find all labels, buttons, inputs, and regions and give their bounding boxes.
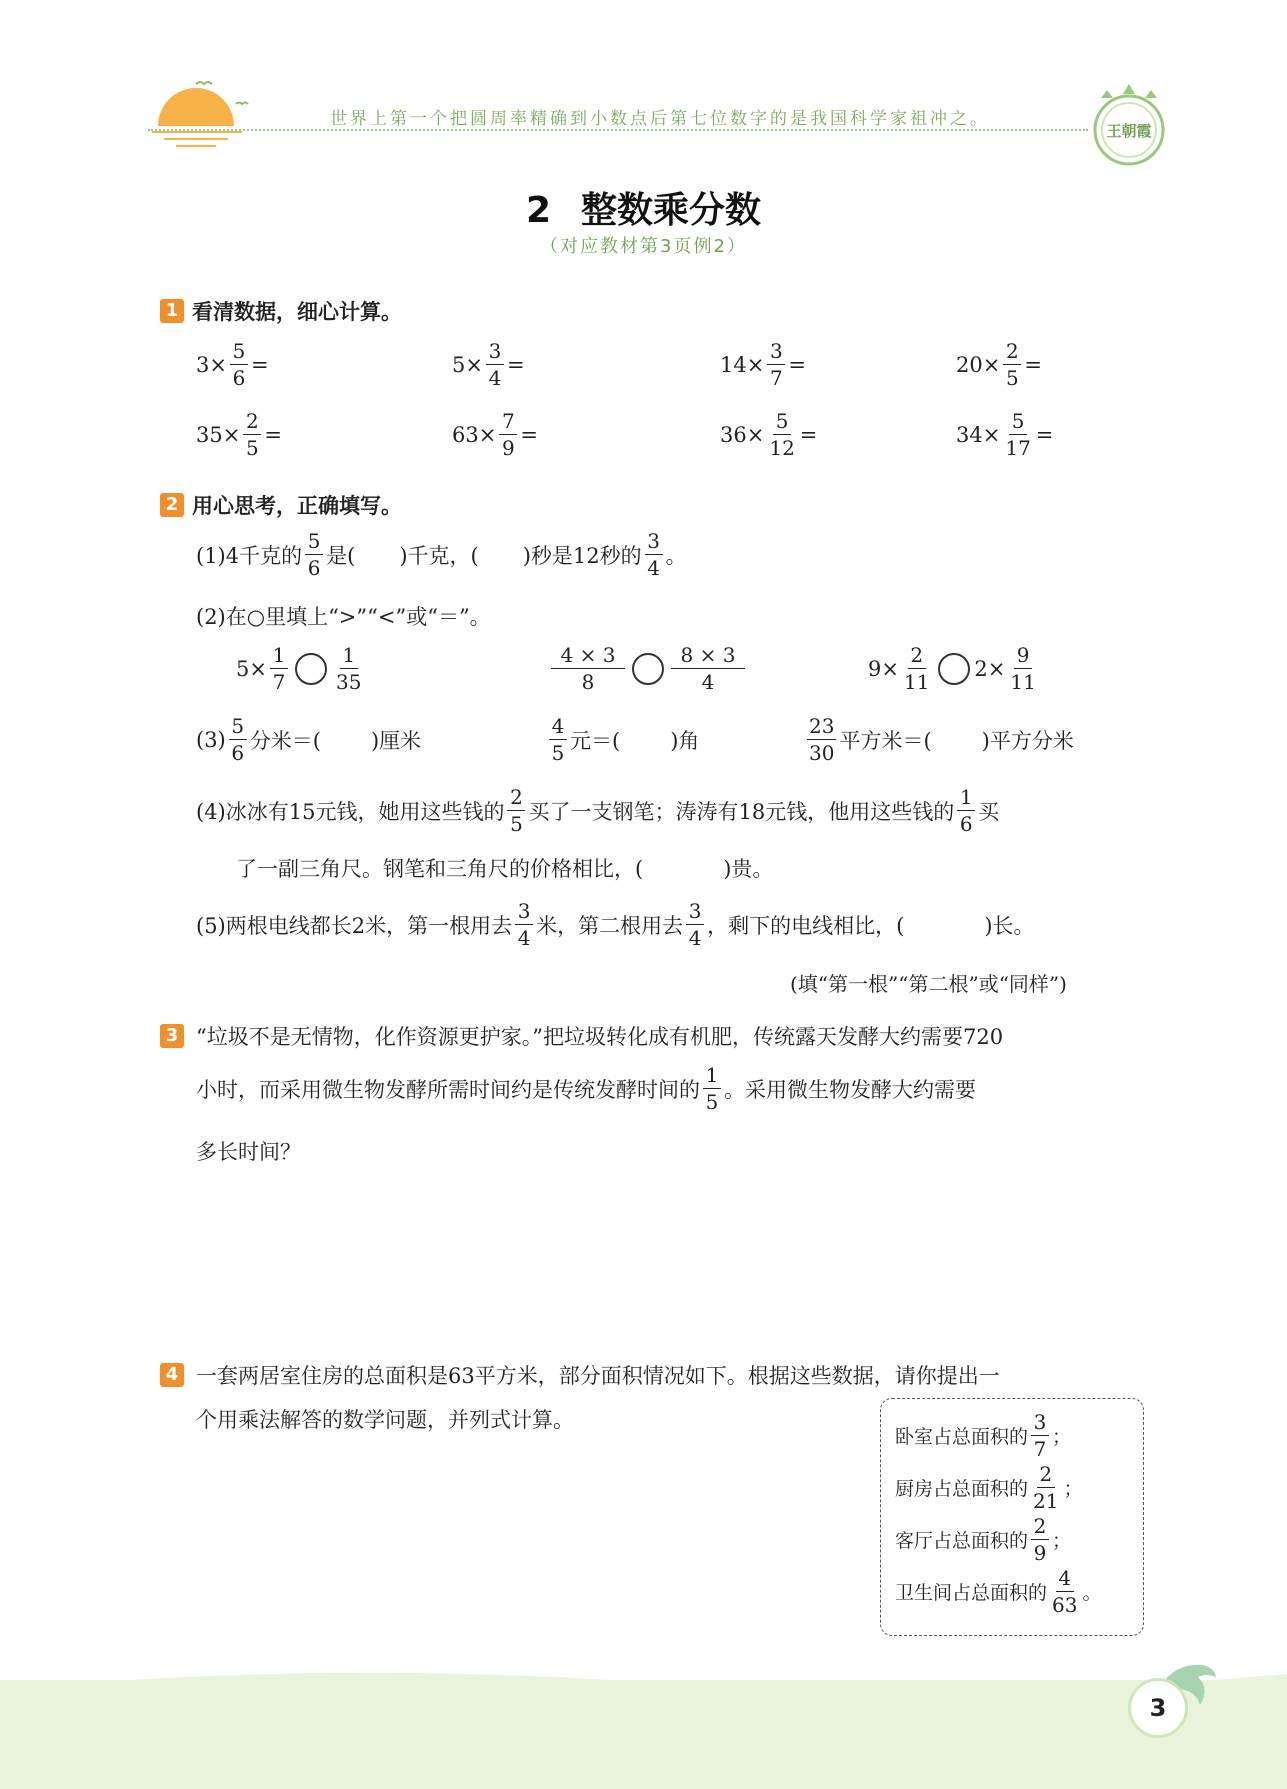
- equals-sign: =: [799, 422, 818, 447]
- fraction: $\frac{23}{30}$: [809, 714, 835, 765]
- q2-compare-b: [548, 644, 748, 693]
- q2-p1-text-b: 是(: [326, 543, 356, 568]
- q2-heading: [160, 490, 402, 520]
- fraction: [486, 340, 504, 389]
- sunset-icon: [150, 70, 260, 150]
- page-title: [0, 182, 1287, 233]
- page-subtitle: （对应教材第3页例2）: [540, 236, 747, 257]
- q2-heading-text: 用心思考，正确填写。: [192, 494, 402, 518]
- denominator: 17: [1005, 436, 1031, 460]
- whole-number: 35: [196, 422, 223, 447]
- q2-part4-line2: [236, 853, 773, 883]
- fraction: $\frac{1}{35}$: [335, 643, 362, 694]
- q2-part3-c: [804, 715, 1074, 764]
- q2-p5-text-c: ，剩下的电线相比，(: [707, 913, 905, 938]
- times-sign: ×: [746, 422, 765, 447]
- unit-text: 元＝(: [570, 728, 621, 753]
- header-motto: 世界上第一个把圆周率精确到小数点后第七位数字的是我国科学家祖冲之。: [330, 109, 990, 129]
- whole-number: 14: [720, 352, 747, 377]
- multiplication-exercise: [196, 340, 269, 389]
- denominator: 5: [1005, 366, 1019, 390]
- q2-number: 2: [160, 493, 184, 517]
- denominator: 7: [769, 366, 783, 390]
- compare-circle[interactable]: [295, 653, 327, 685]
- q2-p4-text-b: 买了一支钢笔；涛涛有18元钱，他用这些钱的: [528, 799, 955, 824]
- q2-compare-a: [236, 644, 366, 693]
- multiplication-exercise: [720, 410, 817, 459]
- whole-number: 34: [956, 422, 983, 447]
- numerator: 2: [243, 410, 261, 435]
- unit-text: )角: [670, 728, 700, 753]
- denominator: 9: [501, 436, 515, 460]
- fraction: $\frac{1}{6}$: [957, 786, 975, 835]
- box-row-label: 客厅占总面积的: [895, 1530, 1029, 1552]
- q2-p5-text-a: (5)两根电线都长2米，第一根用去: [196, 913, 513, 938]
- numerator: 3: [486, 340, 504, 365]
- fraction: [1003, 410, 1032, 459]
- multiplication-exercise: [956, 410, 1053, 459]
- multiplication-exercise: [452, 410, 538, 459]
- box-row: [895, 1567, 1101, 1616]
- q2-part1: [196, 530, 687, 579]
- page-number: 3: [1128, 1678, 1188, 1738]
- numerator: 3: [767, 340, 785, 365]
- box-row-label: 厨房占总面积的: [895, 1478, 1029, 1500]
- times-sign: ×: [982, 422, 1001, 447]
- box-row: [895, 1411, 1071, 1460]
- badge-text: 王朝霞: [1106, 122, 1152, 140]
- q1-heading-text: 看清数据，细心计算。: [192, 300, 402, 324]
- equals-sign: =: [520, 422, 538, 447]
- q2-p5-text-d: )长。: [984, 913, 1035, 938]
- fraction: $\frac{3}{4}$: [686, 900, 704, 949]
- q2-p3-label: (3): [196, 727, 226, 752]
- times-sign: ×: [222, 422, 241, 447]
- multiplication-exercise: [196, 410, 282, 459]
- fraction: [767, 340, 785, 389]
- q2-p1-text-e: 。: [665, 543, 687, 568]
- equals-sign: =: [1024, 352, 1042, 377]
- q2-p5-text-b: 米，第二根用去: [536, 913, 684, 938]
- unit-text: 平方米＝(: [839, 728, 932, 753]
- fraction: $\frac{1}{5}$: [703, 1064, 721, 1113]
- q1-heading: [160, 296, 402, 326]
- fraction: $\frac{1}{7}$: [270, 644, 288, 693]
- q2-p1-text-d: )秒是12秒的: [522, 543, 642, 568]
- fraction: [230, 340, 248, 389]
- punctuation: ；: [1052, 1426, 1072, 1448]
- area-info-box: [880, 1398, 1144, 1636]
- q3-line2: [196, 1064, 976, 1113]
- fraction: $\frac{5}{6}$: [305, 530, 323, 579]
- punctuation: ；: [1063, 1478, 1083, 1500]
- times-sign: ×: [746, 352, 765, 377]
- whole-number: 36: [720, 422, 747, 447]
- box-row: [895, 1515, 1071, 1564]
- q4-line1: 一套两居室住房的总面积是63平方米，部分面积情况如下。根据这些数据，请你提出一: [196, 1364, 1000, 1388]
- q3-line3: 多长时间？: [196, 1140, 301, 1164]
- fraction: $\frac{2}{11}$: [903, 643, 930, 694]
- q4-line2: 个用乘法解答的数学问题，并列式计算。: [196, 1408, 574, 1432]
- q2-p1-text-c: )千克，(: [399, 543, 479, 568]
- q2-compare-c: [868, 644, 1041, 693]
- numerator: 2: [1003, 340, 1021, 365]
- numerator: 7: [499, 410, 517, 435]
- numerator: 5: [230, 340, 248, 365]
- box-row: [895, 1463, 1082, 1512]
- whole-number: 9×: [868, 656, 899, 681]
- equals-sign: =: [788, 352, 806, 377]
- q3-line2-a: 小时，而采用微生物发酵所需时间约是传统发酵时间的: [196, 1077, 700, 1102]
- punctuation: ；: [1052, 1530, 1072, 1552]
- q2-part3: [196, 715, 421, 764]
- equals-sign: =: [1035, 422, 1054, 447]
- multiplication-exercise: [956, 340, 1042, 389]
- fraction: [767, 410, 796, 459]
- fraction: $\frac{4}{63}$: [1052, 1566, 1078, 1617]
- fraction: $\frac{3}{4}$: [515, 900, 533, 949]
- denominator: 12: [769, 436, 795, 460]
- q1-number: 1: [160, 299, 184, 323]
- title-number: 2: [525, 190, 552, 231]
- numerator: 5: [773, 410, 791, 435]
- multiplication-exercise: [720, 340, 806, 389]
- equals-sign: =: [264, 422, 282, 447]
- q2-part2: (2)在○里填上“>”“<”或“＝”。: [196, 605, 491, 629]
- q3-line1: “垃圾不是无情物，化作资源更护家。”把垃圾转化成有机肥，传统露天发酵大约需要720: [196, 1025, 1004, 1049]
- denominator: 6: [232, 366, 246, 390]
- fraction: $\frac{9}{11}$: [1010, 643, 1036, 694]
- box-row-label: 卧室占总面积的: [895, 1426, 1029, 1448]
- numerator: 5: [1009, 410, 1027, 435]
- unit-text: )平方分米: [981, 728, 1074, 753]
- compare-circle[interactable]: [938, 653, 970, 685]
- whole-number: 20: [956, 352, 983, 377]
- fraction: $\frac{4}{5}$: [549, 715, 567, 764]
- q2-part5: [196, 900, 1035, 949]
- times-sign: ×: [209, 352, 227, 377]
- fraction: $\frac{5}{6}$: [229, 715, 247, 764]
- q4-number: 4: [160, 1363, 184, 1387]
- times-sign: ×: [982, 352, 1001, 377]
- unit-text: )厘米: [370, 728, 422, 753]
- q2-part4: [196, 786, 999, 835]
- q2-p4-text-a: (4)冰冰有15元钱，她用这些钱的: [196, 799, 505, 824]
- box-row-label: 卫生间占总面积的: [895, 1582, 1048, 1604]
- unit-text: 分米＝(: [249, 728, 321, 753]
- multiplication-exercise: [452, 340, 525, 389]
- times-sign: ×: [465, 352, 483, 377]
- header-divider: [148, 129, 1088, 131]
- fraction: $\frac{2}{21}$: [1033, 1462, 1059, 1513]
- fraction: $\frac{4 \times 3}{8}$: [551, 644, 625, 693]
- q2-p1-text-a: (1)4千克的: [196, 543, 303, 568]
- q2-p4-line2: 了一副三角尺。钢笔和三角尺的价格相比，(: [236, 857, 644, 881]
- q2-p5-hint: (填“第一根”“第二根”或“同样”): [790, 972, 1067, 996]
- q2-part3-b: [546, 715, 699, 764]
- denominator: 5: [245, 436, 259, 460]
- fraction: $\frac{3}{4}$: [645, 530, 663, 579]
- publisher-badge: [1085, 78, 1173, 174]
- fraction: [499, 410, 517, 459]
- whole-number: 3: [196, 352, 210, 377]
- whole-number: 2×: [974, 656, 1006, 681]
- q3-number: 3: [160, 1024, 184, 1048]
- footer-wave: [0, 1660, 1287, 1700]
- equals-sign: =: [250, 352, 269, 377]
- sunset-logo: [150, 70, 260, 150]
- q2-p4-text-c: 买: [978, 799, 1000, 824]
- denominator: 4: [488, 366, 502, 390]
- fraction: [243, 410, 261, 459]
- title-text: 整数乘分数: [581, 190, 762, 231]
- times-sign: ×: [478, 422, 497, 447]
- compare-circle[interactable]: [632, 653, 664, 685]
- fraction: $\frac{3}{7}$: [1031, 1411, 1049, 1460]
- equals-sign: =: [506, 352, 525, 377]
- whole-number: 5×: [236, 656, 267, 681]
- whole-number: 63: [452, 422, 479, 447]
- fraction: $\frac{8 \times 3}{4}$: [671, 644, 745, 693]
- punctuation: 。: [1082, 1582, 1102, 1604]
- q2-p4-line2-end: )贵。: [723, 857, 774, 881]
- q3-line2-b: 。采用微生物发酵大约需要: [724, 1077, 976, 1102]
- fraction: [1003, 340, 1021, 389]
- whole-number: 5: [452, 352, 466, 377]
- fraction: $\frac{2}{9}$: [1031, 1515, 1049, 1564]
- fraction: $\frac{2}{5}$: [507, 786, 525, 835]
